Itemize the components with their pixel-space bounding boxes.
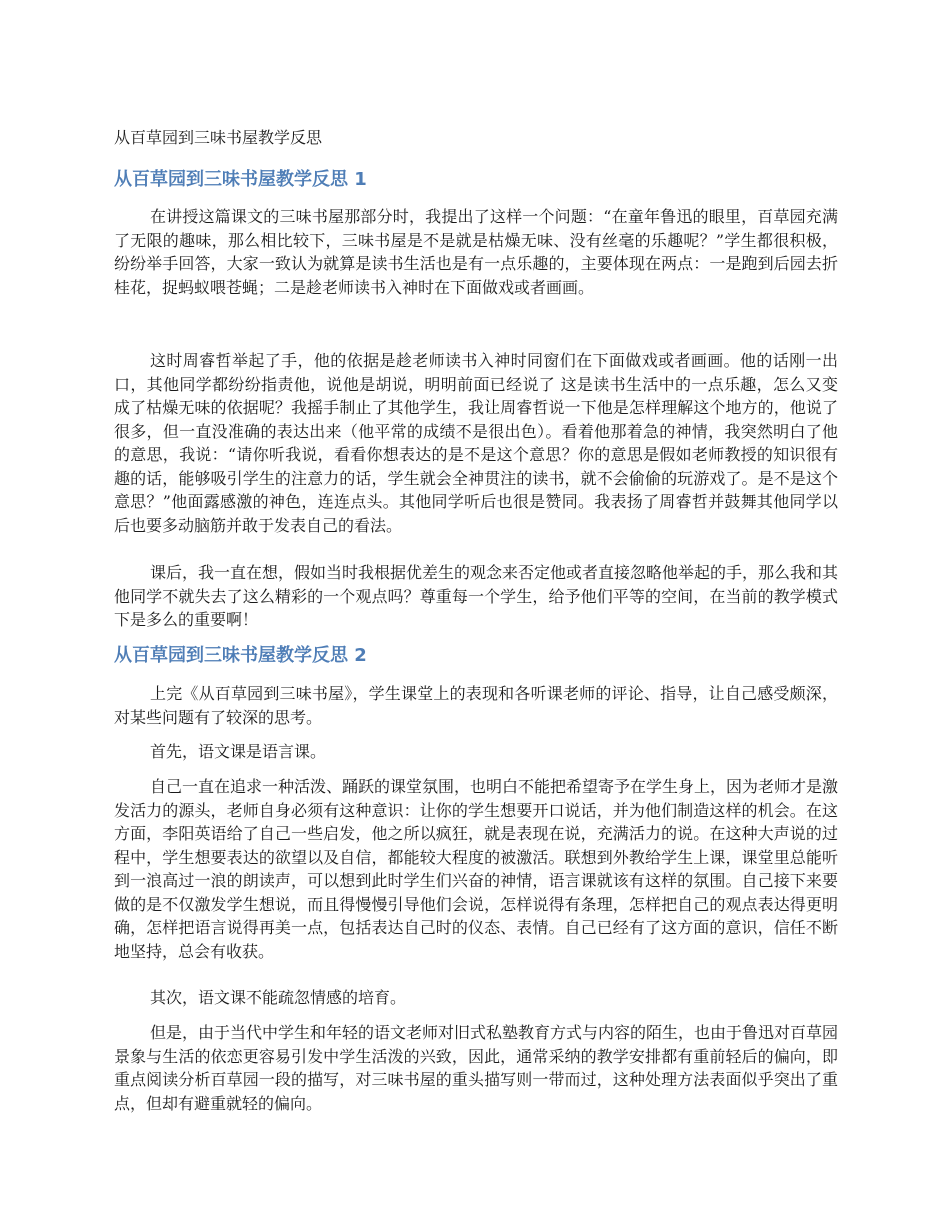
paragraph: 课后，我一直在想，假如当时我根据优差生的观念来否定他或者直接忽略他举起的手，那么我和其他同学不就失去了这么精彩的一个观点吗？尊重每一个学生，给予他们平等的空间，在当前的教学模式下是多么的重要啊！ (114, 563, 839, 629)
paragraph: 其次，语文课不能疏忽情感的培育。 (150, 988, 407, 1007)
paragraph: 首先，语文课是语言课。 (150, 742, 327, 761)
paragraph: 但是，由于当代中学生和年轻的语文老师对旧式私塾教育方式与内容的陌生，也由于鲁迅对百草园景象与生活的依恋更容易引发中学生活泼的兴致，因此，通常采纳的教学安排都有重前轻后的偏向，即重点阅读分析百草园一段的描写，对三味书屋的重头描写则一带而过，这种处理方法表面似乎突出了重点，但却有避重就轻的偏向。 (114, 1023, 839, 1113)
paragraph: 在讲授这篇课文的三味书屋那部分时，我提出了这样一个问题：“在童年鲁迅的眼里，百草园充满了无限的趣味，那么相比较下，三味书屋是不是就是枯燥无味、没有丝毫的乐趣呢？”学生都很积极，纷纷举手回答，大家一致认为就算是读书生活也是有一点乐趣的，主要体现在两点：一是跑到后园去折桂花，捉蚂蚁喂苍蝇；二是趁老师读书入神时在下面做戏或者画画。 (114, 207, 838, 297)
section-heading-2: 从百草园到三味书屋教学反思 2 (114, 645, 367, 666)
document-title: 从百草园到三味书屋教学反思 (114, 128, 323, 147)
paragraph: 自己一直在追求一种活泼、踊跃的课堂氛围，也明白不能把希望寄予在学生身上，因为老师才是激发活力的源头，老师自身必须有这种意识：让你的学生想要开口说话，并为他们制造这样的机会。在这方面，李阳英语给了自己一些启发，他之所以疯狂，就是表现在说，充满活力的说。在这种大声说的过程中，学生想要表达的欲望以及自信，都能较大程度的被激活。联想到外教给学生上课，课堂里总能听到一浪高过一浪的朗读声，可以想到此时学生们兴奋的神情，语言课就该有这样的氛围。自己接下来要做的是不仅激发学生想说，而且得慢慢引导他们会说，怎样说得有条理，怎样把自己的观点表达得更明确，怎样把语言说得再美一点，包括表达自己时的仪态、表情。自己已经有了这方面的意识，信任不断地坚持，总会有收获。 (114, 777, 839, 961)
section-heading-1: 从百草园到三味书屋教学反思 1 (114, 169, 367, 190)
paragraph: 上完《从百草园到三味书屋》，学生课堂上的表现和各听课老师的评论、指导，让自己感受颇深，对某些问题有了较深的思考。 (114, 684, 838, 727)
paragraph: 这时周睿哲举起了手，他的依据是趁老师读书入神时同窗们在下面做戏或者画画。他的话刚一出口，其他同学都纷纷指责他，说他是胡说，明明前面已经说了 这是读书生活中的一点乐趣，怎么又变成了枯燥无味的依据呢？我摇手制止了其他学生，我让周睿哲说一下他是怎样理解这个地方的，他说了很多，但一直没准确的表达出来（他平常的成绩不是很出色）。看着他那着急的神情，我突然明白了他的意思，我说：“请你听我说，看看你想表达的是不是这个意思？你的意思是假如老师教授的知识很有趣的话，能够吸引学生的注意力的话，学生就会全神贯注的读书，就不会偷偷的玩游戏了。是不是这个意思？”他面露感激的神色，连连点头。其他同学听后也很是赞同。我表扬了周睿哲并鼓舞其他同学以后也要多动脑筋并敢于发表自己的看法。 (114, 351, 838, 535)
